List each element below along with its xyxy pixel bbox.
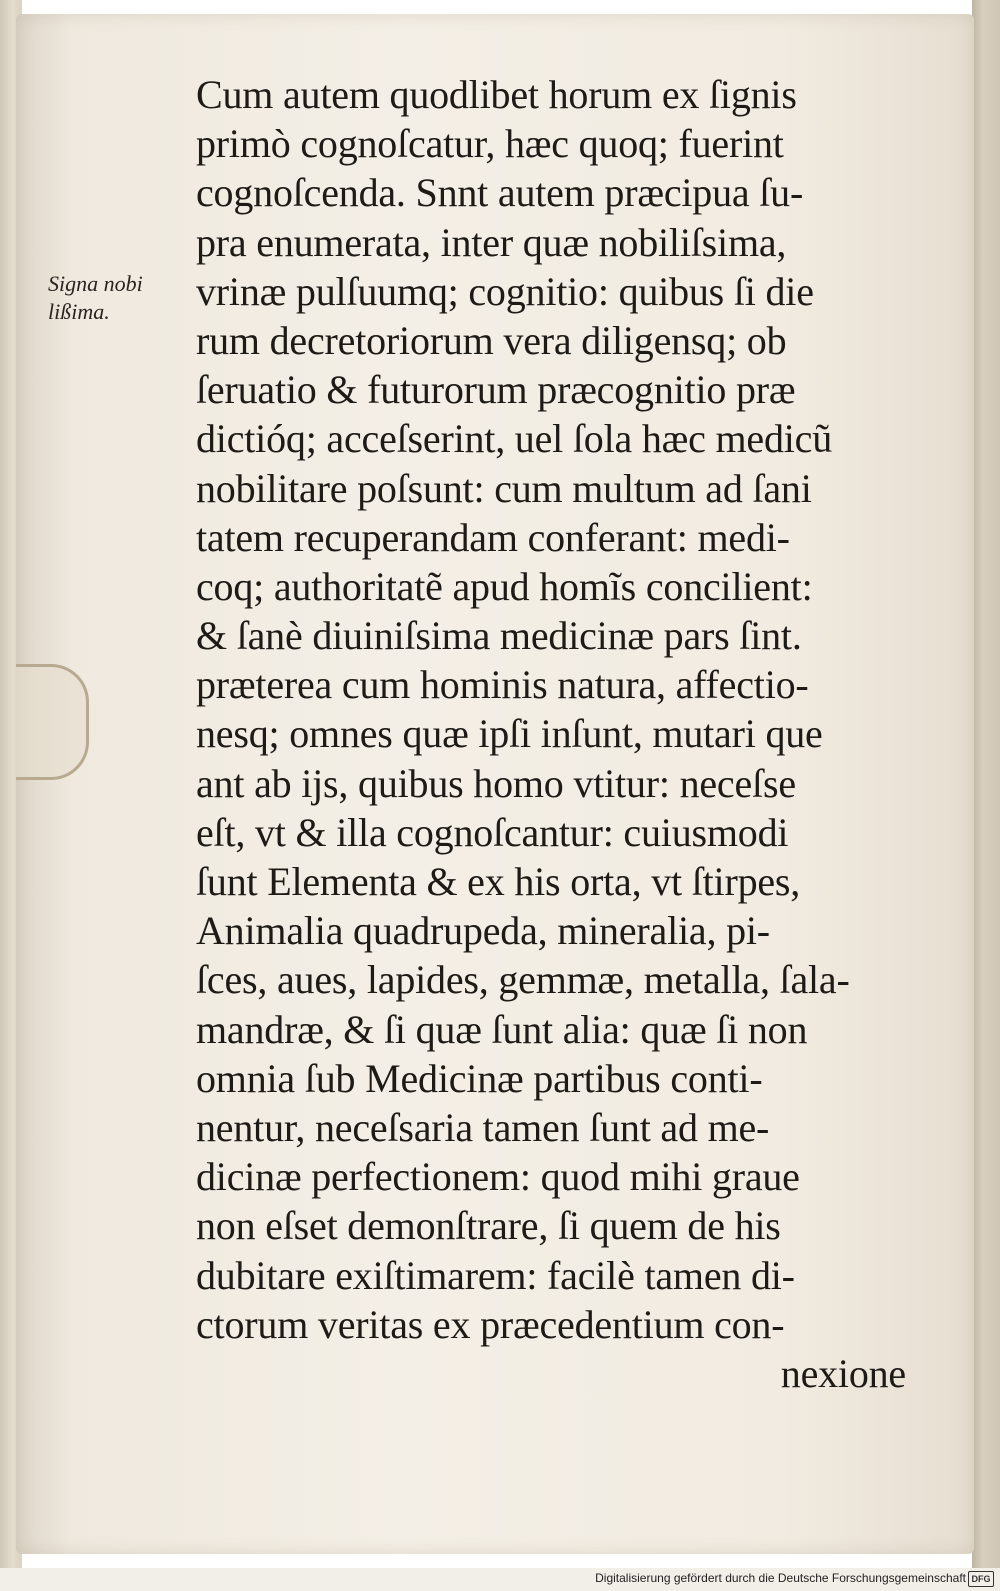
text-line: omnia ſub Medicinæ partibus conti- <box>196 1055 763 1101</box>
page-clip-mark <box>16 664 89 780</box>
text-line: nesq; omnes quæ ipſi inſunt, mutari que <box>196 711 823 757</box>
text-line: rum decretoriorum vera diligensq; ob <box>196 317 787 363</box>
catchword: nexione <box>780 1350 906 1396</box>
text-line: dictióq; acceſserint, uel ſola hæc medicũ <box>196 416 833 462</box>
text-line: cognoſcenda. Snnt autem præcipua ſu- <box>196 170 804 216</box>
text-line: dicinæ perfectionem: quod mihi graue <box>196 1154 800 1200</box>
text-line: vrinæ pulſuumq; cognitio: quibus ſi die <box>196 268 814 314</box>
text-line: primò cognoſcatur, hæc quoq; fuerint <box>196 121 784 167</box>
text-line: Cum autem quodlibet horum ex ſignis <box>196 72 797 117</box>
book-edge-right <box>972 0 1000 1568</box>
funding-credit: Digitalisierung gefördert durch die Deutsche Forschungsgemeinschaft <box>595 1571 966 1585</box>
text-line: eſt, vt & illa cognoſcantur: cuiusmodi <box>196 809 789 855</box>
text-line: ſces, aues, lapides, gemmæ, metalla, ſala- <box>196 957 850 1003</box>
text-line: coq; authoritatẽ apud homĩs concilient: <box>196 563 813 609</box>
text-line: ſeruatio & futurorum præcognitio præ <box>196 367 796 413</box>
text-line: præterea cum hominis natura, affectio- <box>196 662 809 708</box>
text-line: non eſset demonſtrare, ſi quem de his <box>196 1203 781 1249</box>
text-line: tatem recuperandam conferant: medi- <box>196 514 790 560</box>
margin-note-line: Signa nobi <box>48 271 143 296</box>
text-line: pra enumerata, inter quæ nobiliſsima, <box>196 219 787 265</box>
text-line: mandræ, & ſi quæ ſunt alia: quæ ſi non <box>196 1006 808 1052</box>
text-line: nentur, neceſsaria tamen ſunt ad me- <box>196 1104 770 1150</box>
body-text <box>196 70 936 1398</box>
footer-bar <box>0 1568 1000 1591</box>
dfg-logo: DFG <box>968 1571 994 1587</box>
text-line: dubitare exiſtimarem: facilè tamen di- <box>196 1252 795 1298</box>
text-line: Animalia quadrupeda, mineralia, pi- <box>196 908 770 954</box>
text-line: ctorum veritas ex præcedentium con- <box>196 1301 785 1347</box>
text-line: & ſanè diuiniſsima medicinæ pars ſint. <box>196 613 802 659</box>
margin-note-line: lißima. <box>48 299 110 324</box>
text-line: nobilitare poſsunt: cum multum ad ſani <box>196 465 812 511</box>
text-line: ant ab ijs, quibus homo vtitur: neceſse <box>196 760 796 806</box>
text-line: ſunt Elementa & ex his orta, vt ſtirpes, <box>196 859 801 904</box>
margin-note <box>48 270 198 326</box>
